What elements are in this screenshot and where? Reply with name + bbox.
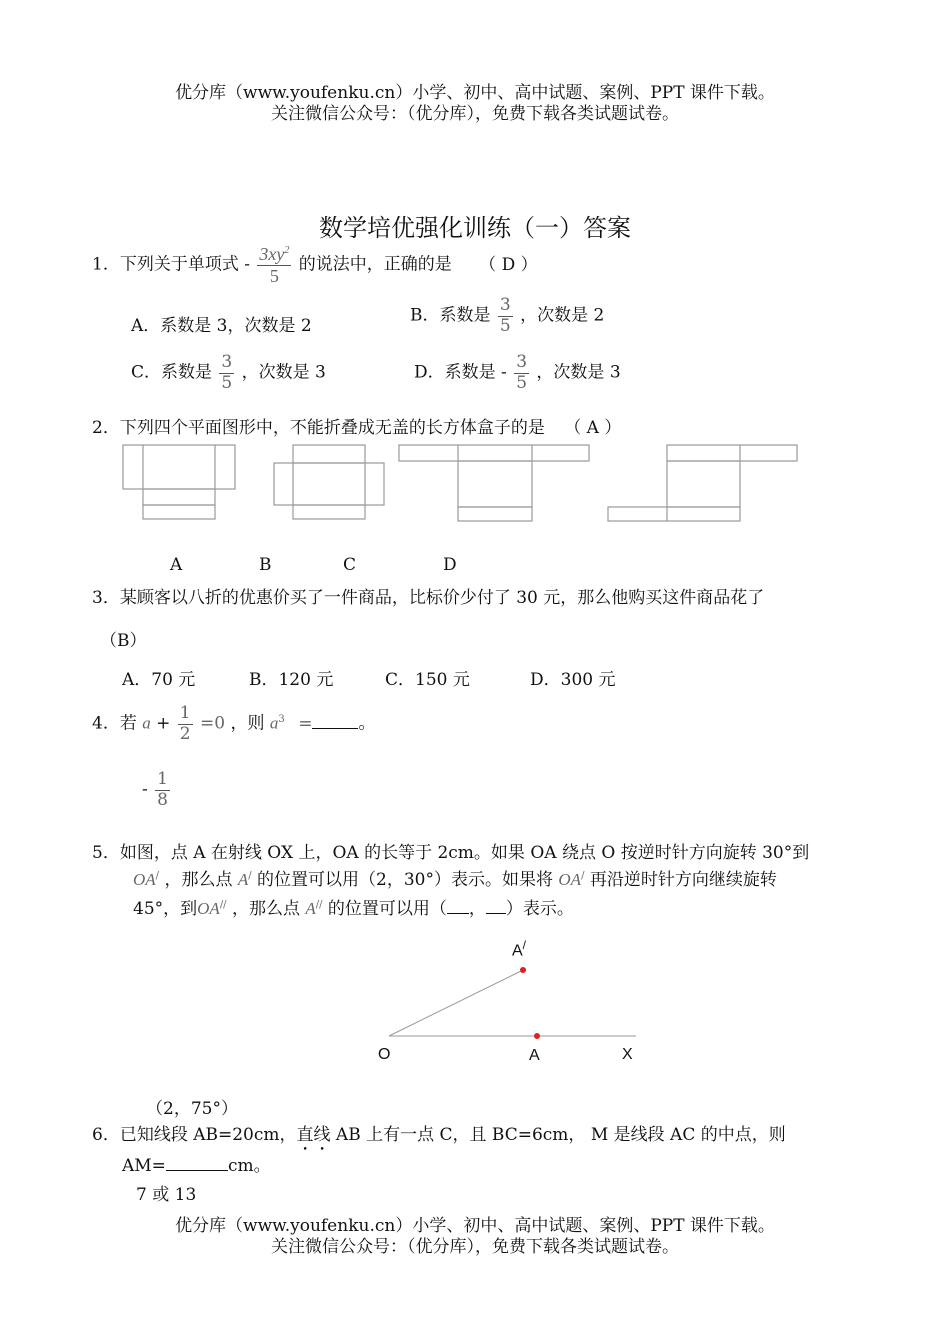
net-d-diagram <box>608 445 797 521</box>
q5-answer: （2，75°） <box>146 1099 238 1119</box>
q2-label-a: A <box>170 555 183 575</box>
q1-optb-post: ，次数是 2 <box>520 305 605 326</box>
q4-ans-sign: - <box>142 779 148 800</box>
q4-a-cubed: a <box>269 713 279 733</box>
q1-optc-num: 3 <box>221 352 233 372</box>
q1-suffix: 的说法中，正确的是 <box>298 254 452 275</box>
q6-line1-a: 6．已知线段 AB=20cm， <box>92 1125 297 1145</box>
q5-l3a: 45°，到 <box>133 899 198 919</box>
q4-frac-den: 2 <box>179 723 191 744</box>
footer-line-2: 关注微信公众号：（优分库），免费下载各类试题试卷。 <box>271 1237 679 1257</box>
q5-l2b: 的位置可以用（2，30°）表示。如果将 <box>257 870 553 890</box>
q2-answer: （ A ） <box>564 418 622 438</box>
q4-mid: ，则 <box>230 713 265 734</box>
question-1-stem <box>92 244 538 286</box>
q5-l2c: 再沿逆时针方向继续旋转 <box>589 870 777 890</box>
q1-optc-pre: C．系数是 <box>131 362 213 383</box>
q4-eq-zero: =0 <box>200 713 226 734</box>
q4-eq: = <box>298 713 313 734</box>
fig-a-prime-letter: A <box>512 942 523 960</box>
question-5-line-1: 5．如图，点 A 在射线 OX 上，OA 的长等于 2cm。如果 OA 绕点 O 按逆时针方向旋转 30°到 <box>92 843 810 863</box>
q5-oa2: OA <box>558 870 582 889</box>
net-c-diagram <box>399 445 589 521</box>
q5-oa3-mark: // <box>219 899 227 911</box>
q2-text: 2．下列四个平面图形中，不能折叠成无盖的长方体盒子的是 <box>92 418 545 438</box>
question-5-line-2 <box>133 865 777 890</box>
q5-a1-mark: / <box>248 870 252 882</box>
q5-blank-1 <box>447 897 469 914</box>
q1-optd-pre: D．系数是 - <box>414 362 507 383</box>
q6-answer-blank <box>166 1154 228 1171</box>
q1-option-a: A．系数是 3，次数是 2 <box>131 316 312 336</box>
q6-line2-a: AM= <box>122 1156 166 1176</box>
q6-line2-b: cm。 <box>227 1156 271 1176</box>
q2-box-nets-figure <box>0 440 950 530</box>
q1-optb-num: 3 <box>499 295 511 315</box>
q5-rotation-figure <box>0 930 950 1080</box>
q1-optc-post: ，次数是 3 <box>241 362 326 383</box>
footer-line-1: 优分库（www.youfenku.cn）小学、初中、高中试题、案例、PPT 课件下载。 <box>175 1216 775 1236</box>
q1-optb-frac <box>498 296 513 336</box>
q5-oa2-mark: / <box>581 870 585 882</box>
q2-label-c: C <box>343 555 357 575</box>
q5-a3-mark: // <box>315 899 323 911</box>
q4-exp: 3 <box>278 713 285 725</box>
q4-end: 。 <box>358 713 376 734</box>
question-4-stem <box>92 704 375 744</box>
q4-ans-den: 8 <box>157 789 168 810</box>
q1-optc-frac <box>219 353 234 393</box>
q3-option-a: A．70 元 <box>122 670 196 690</box>
q3-option-b: B．120 元 <box>249 670 334 690</box>
q5-oa1: OA <box>133 870 156 889</box>
q4-frac-num: 1 <box>179 703 191 723</box>
q1-optb-pre: B．系数是 <box>410 305 491 326</box>
q1-optd-frac <box>514 353 529 393</box>
q3-option-d: D．300 元 <box>530 670 616 690</box>
fig-label-a-prime <box>512 938 526 960</box>
q5-l3c: 的位置可以用（ <box>327 899 447 919</box>
q4-ans-frac <box>155 770 170 810</box>
q2-label-d: D <box>443 555 457 575</box>
q1-answer: （ D ） <box>479 254 538 275</box>
question-5-line-3 <box>133 894 574 919</box>
q4-plus: + <box>156 713 171 734</box>
fig-label-a: A <box>529 1047 540 1064</box>
net-b-diagram <box>274 445 384 519</box>
ray-oa-prime <box>389 970 523 1036</box>
q5-l3d: ）表示。 <box>505 899 574 919</box>
question-2-stem <box>92 413 621 438</box>
q1-option-c <box>131 353 326 393</box>
q5-blank-2 <box>486 897 506 914</box>
question-6-line-2 <box>122 1151 271 1176</box>
q1-expr-exp: 2 <box>284 245 290 256</box>
q5-a3: A <box>305 899 316 918</box>
q1-optd-post: ，次数是 3 <box>536 362 621 383</box>
q1-option-d <box>414 353 621 393</box>
q3-option-c: C．150 元 <box>385 670 470 690</box>
q5-oa1-mark: / <box>155 870 160 882</box>
point-a-prime <box>520 967 526 973</box>
header-line-2: 关注微信公众号：（优分库），免费下载各类试题试卷。 <box>271 104 679 124</box>
q1-optc-den: 5 <box>221 372 233 393</box>
q1-optb-den: 5 <box>499 315 511 336</box>
q5-oa3: OA <box>197 899 220 918</box>
q1-option-b <box>410 296 604 336</box>
q3-answer: （B） <box>100 631 147 651</box>
fig-a-prime-mark: / <box>522 938 527 952</box>
q4-ans-num: 1 <box>157 769 168 789</box>
q4-answer-blank <box>312 712 358 729</box>
fig-label-x: X <box>622 1046 633 1063</box>
header-line-1: 优分库（www.youfenku.cn）小学、初中、高中试题、案例、PPT 课件下载。 <box>175 83 775 103</box>
question-3-stem: 3．某顾客以八折的优惠价买了一件商品，比标价少付了 30 元，那么他购买这件商品花了 <box>92 588 765 608</box>
q6-emphasized-word: 直线 <box>296 1125 331 1145</box>
q1-optd-den: 5 <box>516 372 528 393</box>
q5-l3comma: ， <box>468 899 486 919</box>
point-a <box>534 1033 540 1039</box>
q4-var-a: a <box>142 713 151 733</box>
q1-prefix: 1．下列关于单项式 - <box>92 254 250 275</box>
q1-expr-den: 5 <box>269 265 279 286</box>
q1-optd-num: 3 <box>516 352 528 372</box>
q1-monomial <box>257 244 291 286</box>
q4-prefix: 4．若 <box>92 713 137 734</box>
q1-expr-num: 3xy <box>259 244 285 264</box>
q5-l2a: ，那么点 <box>164 870 233 890</box>
q6-answer: 7 或 13 <box>136 1185 197 1205</box>
q5-l3b: ，那么点 <box>231 899 300 919</box>
fig-label-o: O <box>378 1046 391 1063</box>
q6-line1-b: AB 上有一点 C，且 BC=6cm， M 是线段 AC 的中点，则 <box>330 1125 786 1145</box>
page-title: 数学培优强化训练（一）答案 <box>319 214 631 242</box>
question-6-line-1 <box>92 1120 786 1155</box>
q5-a1: A <box>237 870 249 889</box>
q4-answer <box>142 770 172 810</box>
q2-label-b: B <box>259 555 272 575</box>
net-a-diagram <box>123 445 235 519</box>
q4-frac <box>178 704 193 744</box>
